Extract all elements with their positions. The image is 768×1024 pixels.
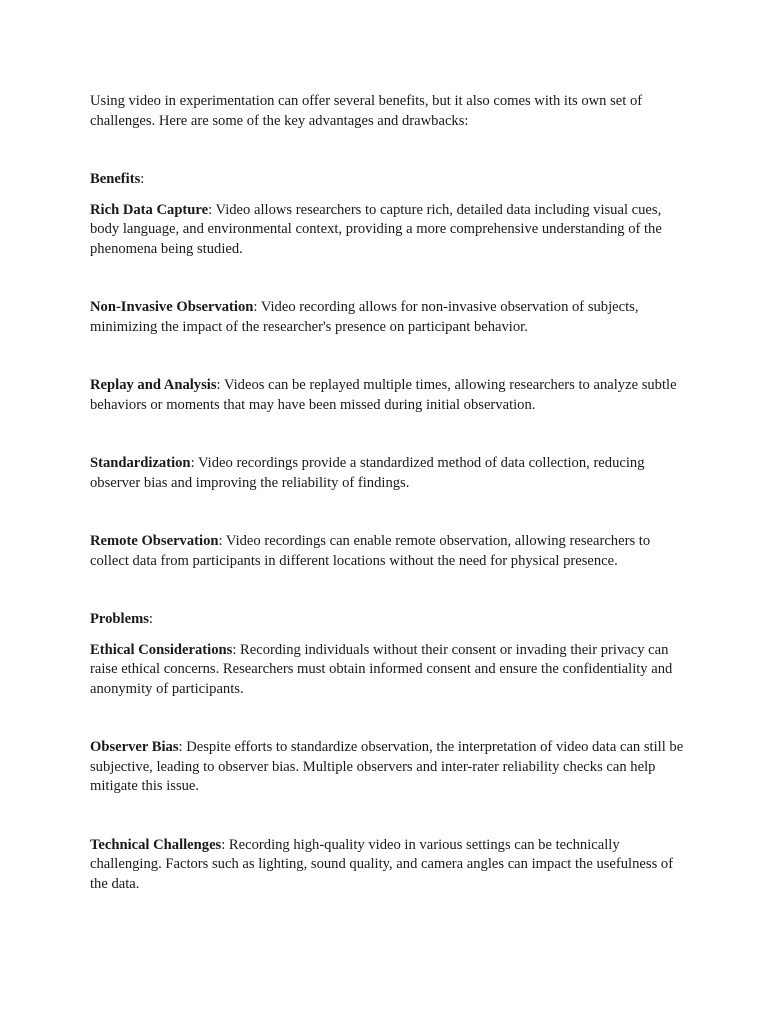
problem-text: : Recording individuals without their consent or invading their privacy can raise ethical concerns. Researchers must obtain informed consent and ensure the confidentiality and anonymity of participants. — [90, 641, 673, 697]
benefit-term: Remote Observation — [90, 533, 219, 549]
benefit-term: Non-Invasive Observation — [90, 299, 254, 315]
benefit-term: Rich Data Capture — [90, 201, 209, 218]
problems-heading-label: Problems — [90, 611, 149, 627]
benefit-item-standardization — [90, 454, 686, 493]
benefit-item-rich-data-capture — [90, 201, 686, 260]
problem-term: Observer Bias — [90, 739, 179, 755]
benefit-text: : Video allows researchers to capture rich, detailed data including visual cues, body language, and environmental context, providing a more comprehensive understanding of the phenomena being studied. — [90, 201, 662, 257]
problem-term: Technical Challenges — [90, 836, 222, 853]
benefit-item-remote-observation — [90, 532, 686, 571]
benefit-item-non-invasive-observation — [90, 298, 686, 337]
problem-term: Ethical Considerations — [90, 641, 233, 658]
benefit-text: : Video recordings provide a standardized method of data collection, reducing observer bias and improving the reliability of findings. — [90, 455, 645, 491]
benefits-heading-label: Benefits — [90, 171, 141, 187]
benefit-text: : Video recording allows for non-invasive observation of subjects, minimizing the impact of the researcher's presence on participant behavior. — [90, 299, 639, 335]
benefit-item-replay-and-analysis — [90, 376, 686, 415]
benefit-term: Standardization — [90, 455, 191, 471]
document-page — [90, 92, 686, 933]
intro-paragraph: Using video in experimentation can offer several benefits, but it also comes with its own set of challenges. Here are some of the key advantages and drawbacks: — [90, 93, 643, 129]
problem-item-observer-bias — [90, 738, 686, 797]
benefits-heading: Benefits: — [90, 171, 145, 187]
problems-heading: Problems: — [90, 611, 153, 627]
benefit-term: Replay and Analysis — [90, 377, 217, 393]
benefit-text: : Videos can be replayed multiple times, allowing researchers to analyze subtle behaviors or moments that may have been missed during initial observation. — [90, 377, 677, 413]
benefit-text: : Video recordings can enable remote observation, allowing researchers to collect data from participants in different locations without the need for physical presence. — [90, 533, 651, 569]
problem-text: : Recording high-quality video in various settings can be technically challenging. Factors such as lighting, sound quality, and camera angles can impact the usefulness of the data. — [90, 836, 674, 892]
problem-item-technical-challenges — [90, 836, 686, 895]
problem-item-ethical-considerations — [90, 641, 686, 700]
problem-text: : Despite efforts to standardize observation, the interpretation of video data can still be subjective, leading to observer bias. Multiple observers and inter-rater reliability checks can help mitigate this issue. — [90, 739, 684, 794]
